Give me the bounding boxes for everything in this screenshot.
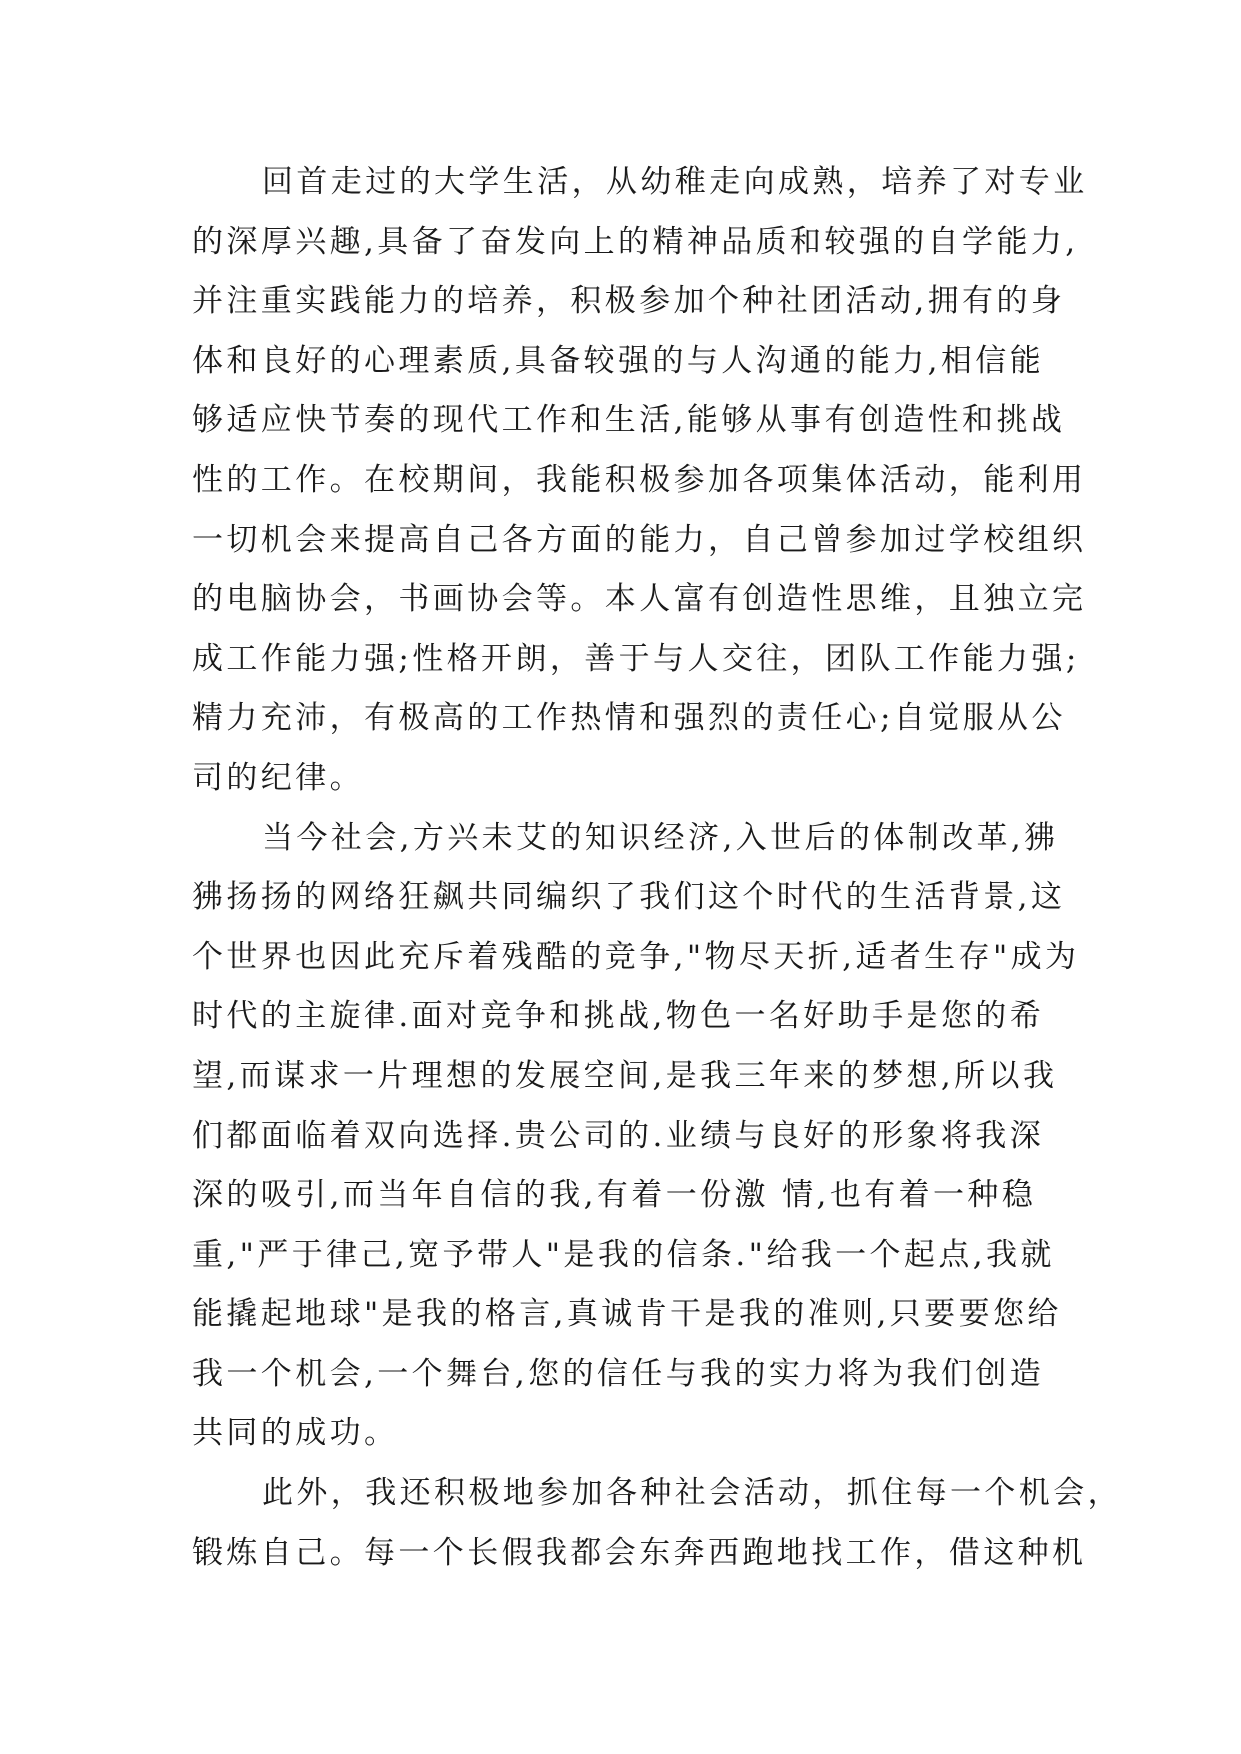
text-line: 的深厚兴趣,具备了奋发向上的精神品质和较强的自学能力, (192, 223, 1079, 260)
text-line: 并注重实践能力的培养，积极参加个种社团活动,拥有的身 (192, 283, 1066, 320)
paragraph-2 (192, 809, 1092, 1465)
text-line: 我一个机会,一个舞台,您的信任与我的实力将为我们创造 (192, 1355, 1045, 1392)
text-line: 当今社会,方兴未艾的知识经济,入世后的体制改革,狒 (262, 819, 1059, 856)
text-line: 的电脑协会，书画协会等。本人富有创造性思维，且独立完 (192, 581, 1087, 618)
text-line: 望,而谋求一片理想的发展空间,是我三年来的梦想,所以我 (192, 1057, 1058, 1094)
text-line: 能撬起地球"是我的格言,真诚肯干是我的准则,只要要您给 (192, 1296, 1062, 1333)
text-line: 锻炼自己。每一个长假我都会东奔西跑地找工作，借这种机 (192, 1534, 1087, 1571)
text-line: 此外，我还积极地参加各种社会活动，抓住每一个机会， (262, 1475, 1122, 1512)
text-line: 够适应快节奏的现代工作和生活,能够从事有创造性和挑战 (192, 402, 1066, 439)
text-line: 成工作能力强;性格开朗，善于与人交往，团队工作能力强; (192, 640, 1080, 677)
text-line: 重,"严于律己,宽予带人"是我的信条."给我一个起点,我就 (192, 1236, 1055, 1273)
text-line: 精力充沛，有极高的工作热情和强烈的责任心;自觉服从公 (192, 700, 1066, 737)
text-line: 回首走过的大学生活，从幼稚走向成熟，培养了对专业 (262, 164, 1088, 200)
paragraph-1 (192, 153, 1092, 809)
text-line: 性的工作。在校期间，我能积极参加各项集体活动，能利用 (192, 461, 1087, 498)
text-line: 狒扬扬的网络狂飙共同编织了我们这个时代的生活背景,这 (192, 879, 1066, 916)
text-line: 深的吸引,而当年自信的我,有着一份激 情,也有着一种稳 (192, 1177, 1037, 1214)
text-line: 体和良好的心理素质,具备较强的与人沟通的能力,相信能 (192, 342, 1045, 379)
text-line: 们都面临着双向选择.贵公司的.业绩与良好的形象将我深 (192, 1117, 1045, 1154)
text-line: 司的纪律。 (192, 759, 364, 796)
text-line: 共同的成功。 (192, 1415, 399, 1452)
text-line: 时代的主旋律.面对竞争和挑战,物色一名好助手是您的希 (192, 998, 1045, 1035)
paragraph-3 (192, 1464, 1122, 1583)
text-line: 个世界也因此充斥着残酷的竞争,"物尽天折,适者生存"成为 (192, 938, 1080, 975)
text-line: 一切机会来提高自己各方面的能力，自己曾参加过学校组织 (192, 521, 1087, 558)
document-body (192, 153, 1122, 1583)
